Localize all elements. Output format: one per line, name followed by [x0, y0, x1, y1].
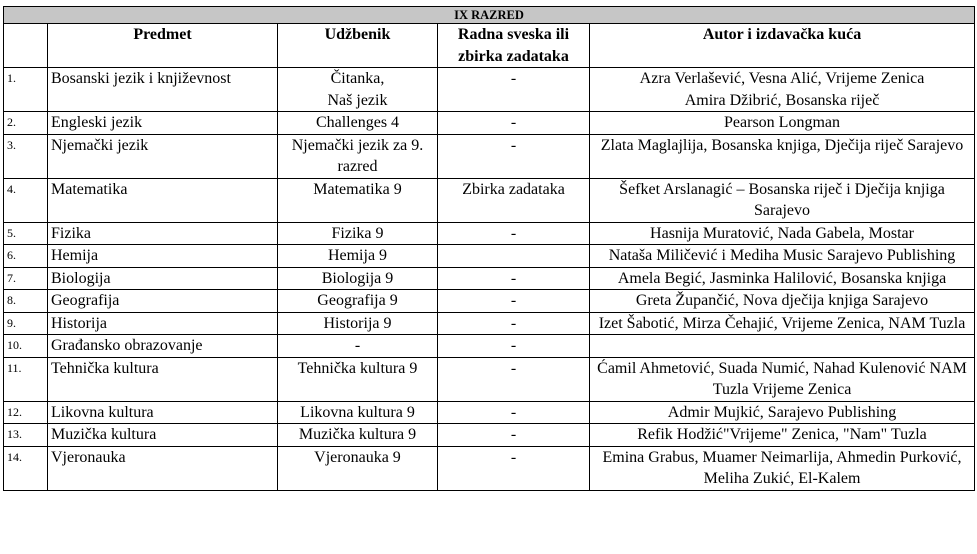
table-row [4, 446, 975, 490]
row-author: Zlata Maglajlija, Bosanska knjiga, Dječija riječ Sarajevo [590, 134, 975, 178]
table-row [4, 178, 975, 222]
row-textbook: Historija 9 [278, 312, 438, 335]
table-row [4, 245, 975, 268]
row-number: 3. [4, 134, 48, 178]
row-textbook: Likovna kultura 9 [278, 401, 438, 424]
row-workbook: - [438, 134, 590, 178]
row-subject: Likovna kultura [48, 401, 278, 424]
table-row [4, 312, 975, 335]
row-author: Emina Grabus, Muamer Neimarlija, Ahmedin Purković, Meliha Zukić, El-Kalem [590, 446, 975, 490]
table-row [4, 267, 975, 290]
row-subject: Fizika [48, 222, 278, 245]
row-number: 9. [4, 312, 48, 335]
row-textbook: Geografija 9 [278, 290, 438, 313]
row-number: 5. [4, 222, 48, 245]
row-author [590, 335, 975, 358]
row-author: Hasnija Muratović, Nada Gabela, Mostar [590, 222, 975, 245]
row-number: 10. [4, 335, 48, 358]
table-row [4, 112, 975, 135]
row-author: Nataša Miličević i Mediha Music Sarajevo Publishing [590, 245, 975, 268]
row-workbook: - [438, 357, 590, 401]
row-number: 6. [4, 245, 48, 268]
row-workbook [438, 245, 590, 268]
row-subject: Tehnička kultura [48, 357, 278, 401]
row-textbook: - [278, 335, 438, 358]
row-workbook: Zbirka zadataka [438, 178, 590, 222]
row-workbook: - [438, 222, 590, 245]
row-number: 11. [4, 357, 48, 401]
row-textbook: Muzička kultura 9 [278, 424, 438, 447]
table-title-row [4, 7, 975, 24]
row-textbook: Čitanka, Naš jezik [278, 68, 438, 112]
table-header-row [4, 24, 975, 68]
row-workbook: - [438, 424, 590, 447]
row-number: 8. [4, 290, 48, 313]
row-author: Greta Župančić, Nova dječija knjiga Sarajevo [590, 290, 975, 313]
row-number: 2. [4, 112, 48, 135]
row-workbook: - [438, 401, 590, 424]
header-number [4, 24, 48, 68]
table-row [4, 68, 975, 112]
row-workbook: - [438, 112, 590, 135]
table-row [4, 424, 975, 447]
table-row [4, 357, 975, 401]
row-author: Admir Mujkić, Sarajevo Publishing [590, 401, 975, 424]
row-textbook: Matematika 9 [278, 178, 438, 222]
row-subject: Historija [48, 312, 278, 335]
row-workbook: - [438, 446, 590, 490]
row-textbook: Biologija 9 [278, 267, 438, 290]
row-subject: Bosanski jezik i književnost [48, 68, 278, 112]
row-subject: Muzička kultura [48, 424, 278, 447]
row-author: Refik Hodžić"Vrijeme" Zenica, "Nam" Tuzla [590, 424, 975, 447]
table-title: IX RAZRED [4, 7, 975, 24]
row-author: Azra Verlašević, Vesna Alić, Vrijeme Zenica Amira Džibrić, Bosanska riječ [590, 68, 975, 112]
row-workbook: - [438, 335, 590, 358]
row-subject: Vjeronauka [48, 446, 278, 490]
row-subject: Engleski jezik [48, 112, 278, 135]
table-row [4, 222, 975, 245]
row-subject: Njemački jezik [48, 134, 278, 178]
table-row [4, 134, 975, 178]
header-subject: Predmet [48, 24, 278, 68]
row-textbook: Challenges 4 [278, 112, 438, 135]
row-textbook: Hemija 9 [278, 245, 438, 268]
row-author: Ćamil Ahmetović, Suada Numić, Nahad Kulenović NAM Tuzla Vrijeme Zenica [590, 357, 975, 401]
row-number: 14. [4, 446, 48, 490]
row-author: Pearson Longman [590, 112, 975, 135]
table-row [4, 335, 975, 358]
row-workbook: - [438, 312, 590, 335]
row-author: Amela Begić, Jasminka Halilović, Bosanska knjiga [590, 267, 975, 290]
row-subject: Geografija [48, 290, 278, 313]
row-textbook: Fizika 9 [278, 222, 438, 245]
row-number: 7. [4, 267, 48, 290]
row-author: Šefket Arslanagić – Bosanska riječ i Dječija knjiga Sarajevo [590, 178, 975, 222]
table-row [4, 290, 975, 313]
textbook-table [3, 6, 975, 491]
table-row [4, 401, 975, 424]
header-workbook: Radna sveska ili zbirka zadataka [438, 24, 590, 68]
row-subject: Matematika [48, 178, 278, 222]
row-number: 13. [4, 424, 48, 447]
row-subject: Biologija [48, 267, 278, 290]
row-subject: Hemija [48, 245, 278, 268]
row-textbook: Njemački jezik za 9. razred [278, 134, 438, 178]
row-number: 4. [4, 178, 48, 222]
row-workbook: - [438, 290, 590, 313]
row-author: Izet Šabotić, Mirza Čehajić, Vrijeme Zenica, NAM Tuzla [590, 312, 975, 335]
header-author: Autor i izdavačka kuća [590, 24, 975, 68]
header-textbook: Udžbenik [278, 24, 438, 68]
row-textbook: Tehnička kultura 9 [278, 357, 438, 401]
row-number: 1. [4, 68, 48, 112]
row-workbook: - [438, 267, 590, 290]
row-number: 12. [4, 401, 48, 424]
row-subject: Građansko obrazovanje [48, 335, 278, 358]
row-workbook: - [438, 68, 590, 112]
row-textbook: Vjeronauka 9 [278, 446, 438, 490]
